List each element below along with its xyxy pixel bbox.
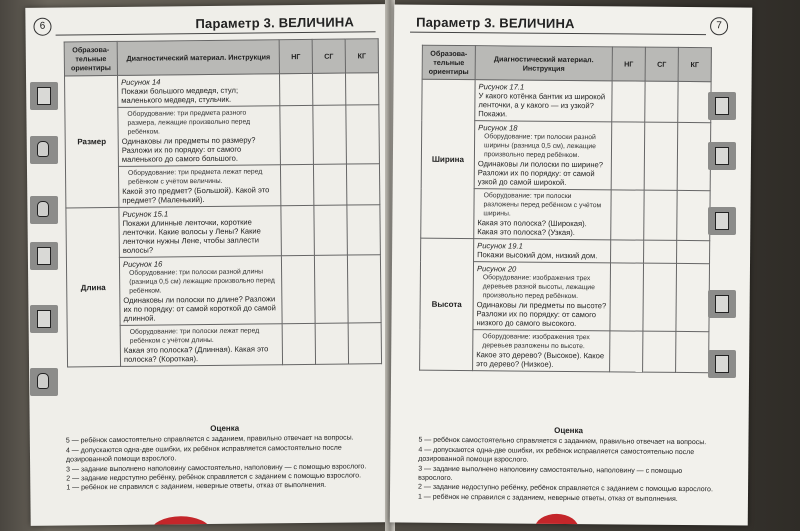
tab-hand xyxy=(30,136,58,164)
score-cell xyxy=(281,255,315,323)
figure-label: Рисунок 17.1 xyxy=(478,82,525,92)
score-cell xyxy=(677,190,710,240)
instruction-text: Покажи длинные ленточки, короткие ленточки. Какие волосы у Лены? Какие ленточки нужны Лене, чтобы заплести волосы? xyxy=(122,217,261,255)
document-icon xyxy=(37,87,51,105)
tab-document-hand xyxy=(708,142,736,170)
column-header: СГ xyxy=(645,47,678,81)
evaluation-item: 3 — задание выполнено наполовину самостоятельно, наполовину — с помощью взрослого. xyxy=(66,462,367,474)
instruction-cell xyxy=(119,206,282,258)
equipment-note: Оборудование: три полоски разной ширины (разница 0,5 см), лежащие произвольно перед ребёнком. xyxy=(483,133,597,160)
score-cell xyxy=(644,240,677,263)
document-icon xyxy=(715,147,729,165)
equipment-note: Оборудование: три полоски лежат перед ребёнком с учётом длины. xyxy=(129,327,260,345)
document-icon xyxy=(715,212,729,230)
instruction-text: Одинаковы ли полоски по ширине? Разложи их по порядку: от самой узкой до самой широкой. xyxy=(477,159,604,187)
evaluation-item: 2 — задание недоступно ребёнку, ребёнок справляется с заданием с помощью взрослого. xyxy=(418,484,713,494)
score-cell xyxy=(345,73,378,105)
instruction-text: Какая это полоска? (Широкая). Какая это полоска? (Узкая). xyxy=(477,218,587,238)
score-cell xyxy=(312,73,345,105)
equipment-note: Оборудование: изображения трех деревьев разложены по высоте. xyxy=(482,333,590,351)
figure-label: Рисунок 20 xyxy=(476,264,517,274)
column-header: Диагностический материал. Инструкция xyxy=(475,46,612,81)
column-header: Диагностический материал. Инструкция xyxy=(117,40,279,76)
right-page xyxy=(390,4,753,525)
left-page-number: 6 xyxy=(33,18,51,36)
hand-icon xyxy=(37,373,49,389)
instruction-cell xyxy=(118,165,280,208)
score-cell xyxy=(644,122,678,190)
score-cell xyxy=(643,263,677,331)
evaluation-item: 4 — допускаются одна-две ошибки, их ребёнок исправляется самостоятельно после дозированной помощи взрослого. xyxy=(65,444,342,464)
score-cell xyxy=(610,331,643,372)
instruction-text: Какое это дерево? (Высокое). Какое это дерево? (Низкое). xyxy=(476,350,605,369)
score-cell xyxy=(676,331,709,372)
table-row xyxy=(66,205,381,258)
document-icon xyxy=(715,355,729,373)
score-cell xyxy=(677,240,710,263)
tab-document-hand xyxy=(30,305,58,333)
column-header: КГ xyxy=(345,39,378,73)
score-cell xyxy=(677,122,711,190)
score-cell xyxy=(315,323,348,364)
figure-label: Рисунок 19.1 xyxy=(477,241,523,251)
tab-hand xyxy=(30,368,58,396)
evaluation-item: 2 — задание недоступно ребёнку, ребёнок справляется с заданием с помощью взрослого. xyxy=(66,472,362,483)
equipment-note: Оборудование: изображения трех деревьев разной высоты, лежащие произвольно перед ребёнком. xyxy=(482,274,595,301)
tab-document xyxy=(30,82,58,110)
score-cell xyxy=(346,105,380,164)
score-cell xyxy=(611,122,645,190)
score-cell xyxy=(346,164,379,205)
instruction-cell xyxy=(474,189,611,240)
equipment-note: Оборудование: три предмета лежат перед ребёнком с учётом величины. xyxy=(127,168,263,186)
left-page-title: Параметр 3. ВЕЛИЧИНА xyxy=(195,14,355,32)
param-cell: Длина xyxy=(66,207,121,367)
tab-document xyxy=(708,92,736,120)
equipment-note: Оборудование: три полоски разложены перед ребёнком с учётом ширины. xyxy=(483,192,602,218)
instruction-cell xyxy=(473,330,610,372)
hand-icon xyxy=(37,141,49,157)
instruction-text: Покажи высокий дом, низкий дом. xyxy=(477,250,598,261)
equipment-note: Оборудование: три предмета разного размера, лежащие произвольно перед ребёнком. xyxy=(127,109,251,136)
header-row xyxy=(64,39,378,76)
figure-label: Рисунок 18 xyxy=(478,123,518,133)
score-cell xyxy=(678,81,711,122)
score-cell xyxy=(280,164,313,205)
instruction-text: Какой это предмет? (Большой). Какой это предмет? (Маленький). xyxy=(122,185,270,205)
evaluation-item: 5 — ребёнок самостоятельно справляется с заданием, правильно отвечает на вопросы. xyxy=(65,434,354,445)
score-cell xyxy=(313,105,347,164)
instruction-text: Одинаковы ли полоски по длине? Разложи их по порядку: от самой короткой до самой длинной. xyxy=(123,294,276,323)
right-page-title: Параметр 3. ВЕЛИЧИНА xyxy=(416,14,575,32)
score-cell xyxy=(610,263,644,331)
tab-document-hand xyxy=(708,350,736,378)
column-header: СГ xyxy=(312,39,345,73)
evaluation-item: 4 — допускаются одна-две ошибки, их ребёнок исправляется самостоятельно после дозированной помощи взрослого. xyxy=(418,446,695,464)
figure-label: Рисунок 14 xyxy=(121,77,161,87)
right-page-number: 7 xyxy=(710,17,728,35)
document-icon xyxy=(715,97,729,115)
document-icon xyxy=(715,295,729,313)
param-cell: Ширина xyxy=(421,79,475,238)
table-row xyxy=(65,73,379,108)
column-header: НГ xyxy=(279,39,312,73)
score-cell xyxy=(314,255,348,323)
evaluation-item: 3 — задание выполнено наполовину самостоятельно, наполовину — с помощью взрослого. xyxy=(418,465,683,483)
score-cell xyxy=(611,190,644,240)
score-cell xyxy=(347,255,381,323)
column-header: НГ xyxy=(612,47,645,81)
equipment-note: Оборудование: три полоски разной длины (разница 0,5 см) лежащие произвольно перед ребёнком. xyxy=(129,268,275,295)
left-title-rule xyxy=(56,31,376,35)
instruction-text: Какая это полоска? (Длинная). Какая это полоска? (Короткая). xyxy=(123,344,269,364)
figure-label: Рисунок 16 xyxy=(122,259,163,269)
hand-icon xyxy=(37,201,49,217)
instruction-cell xyxy=(474,239,611,263)
column-header: Образова-тельные ориентиры xyxy=(422,45,475,79)
score-cell xyxy=(313,164,346,205)
tab-document xyxy=(708,290,736,318)
instruction-cell xyxy=(118,106,281,167)
score-cell xyxy=(347,205,381,255)
evaluation-item: 1 — ребёнок не справился с заданием, неверные ответы, отказ от выполнения. xyxy=(417,493,678,503)
score-cell xyxy=(348,323,381,364)
instruction-cell xyxy=(474,121,612,190)
evaluation-title: Оценка xyxy=(210,423,240,433)
score-cell xyxy=(314,205,348,255)
document-icon xyxy=(37,247,51,265)
evaluation-item: 5 — ребёнок самостоятельно справляется с заданием, правильно отвечает на вопросы. xyxy=(418,437,707,447)
table-row xyxy=(421,238,710,264)
right-diagnostic-table xyxy=(419,45,712,374)
instruction-cell xyxy=(120,324,282,367)
left-evaluation-block xyxy=(66,422,385,493)
column-header: КГ xyxy=(678,47,711,81)
instruction-text: У какого котёнка бантик из широкой ленточки, а у какого — из узкой? Покажи. xyxy=(478,91,606,119)
right-evaluation-block xyxy=(418,425,719,505)
header-row xyxy=(422,45,711,82)
instruction-text: Одинаковы ли предметы по размеру? Разложи их по порядку: от самого маленького до самого большого. xyxy=(121,135,256,164)
evaluation-item: 1 — ребёнок не справился с заданием, неверные ответы, отказ от выполнения. xyxy=(66,482,327,492)
score-cell xyxy=(282,323,315,364)
tab-hand xyxy=(30,196,58,224)
instruction-cell xyxy=(119,256,282,326)
left-page xyxy=(25,4,390,526)
score-cell xyxy=(676,263,710,331)
score-cell xyxy=(280,105,314,164)
instruction-text: Покажи большого медведя, стул; маленького медведя, стульчик. xyxy=(121,85,239,105)
figure-label: Рисунок 15.1 xyxy=(122,209,169,219)
tab-document xyxy=(30,242,58,270)
score-cell xyxy=(281,205,315,255)
score-cell xyxy=(612,81,645,122)
param-cell: Размер xyxy=(65,75,119,208)
score-cell xyxy=(280,73,313,105)
instruction-cell xyxy=(118,74,280,108)
instruction-text: Одинаковы ли предметы по высоте? Разложи их по порядку: от самого низкого до самого высокого. xyxy=(476,300,607,329)
instruction-cell xyxy=(475,80,612,122)
param-cell: Высота xyxy=(420,238,474,370)
instruction-cell xyxy=(473,262,611,331)
right-title-rule xyxy=(410,32,706,36)
score-cell xyxy=(611,240,644,263)
document-icon xyxy=(37,310,51,328)
table-row xyxy=(422,79,711,123)
evaluation-title: Оценка xyxy=(554,425,584,436)
left-diagnostic-table xyxy=(64,38,382,367)
score-cell xyxy=(645,81,678,122)
score-cell xyxy=(644,190,677,240)
column-header: Образова-тельные ориентиры xyxy=(64,41,117,76)
tab-document-hand xyxy=(708,207,736,235)
score-cell xyxy=(643,331,676,372)
